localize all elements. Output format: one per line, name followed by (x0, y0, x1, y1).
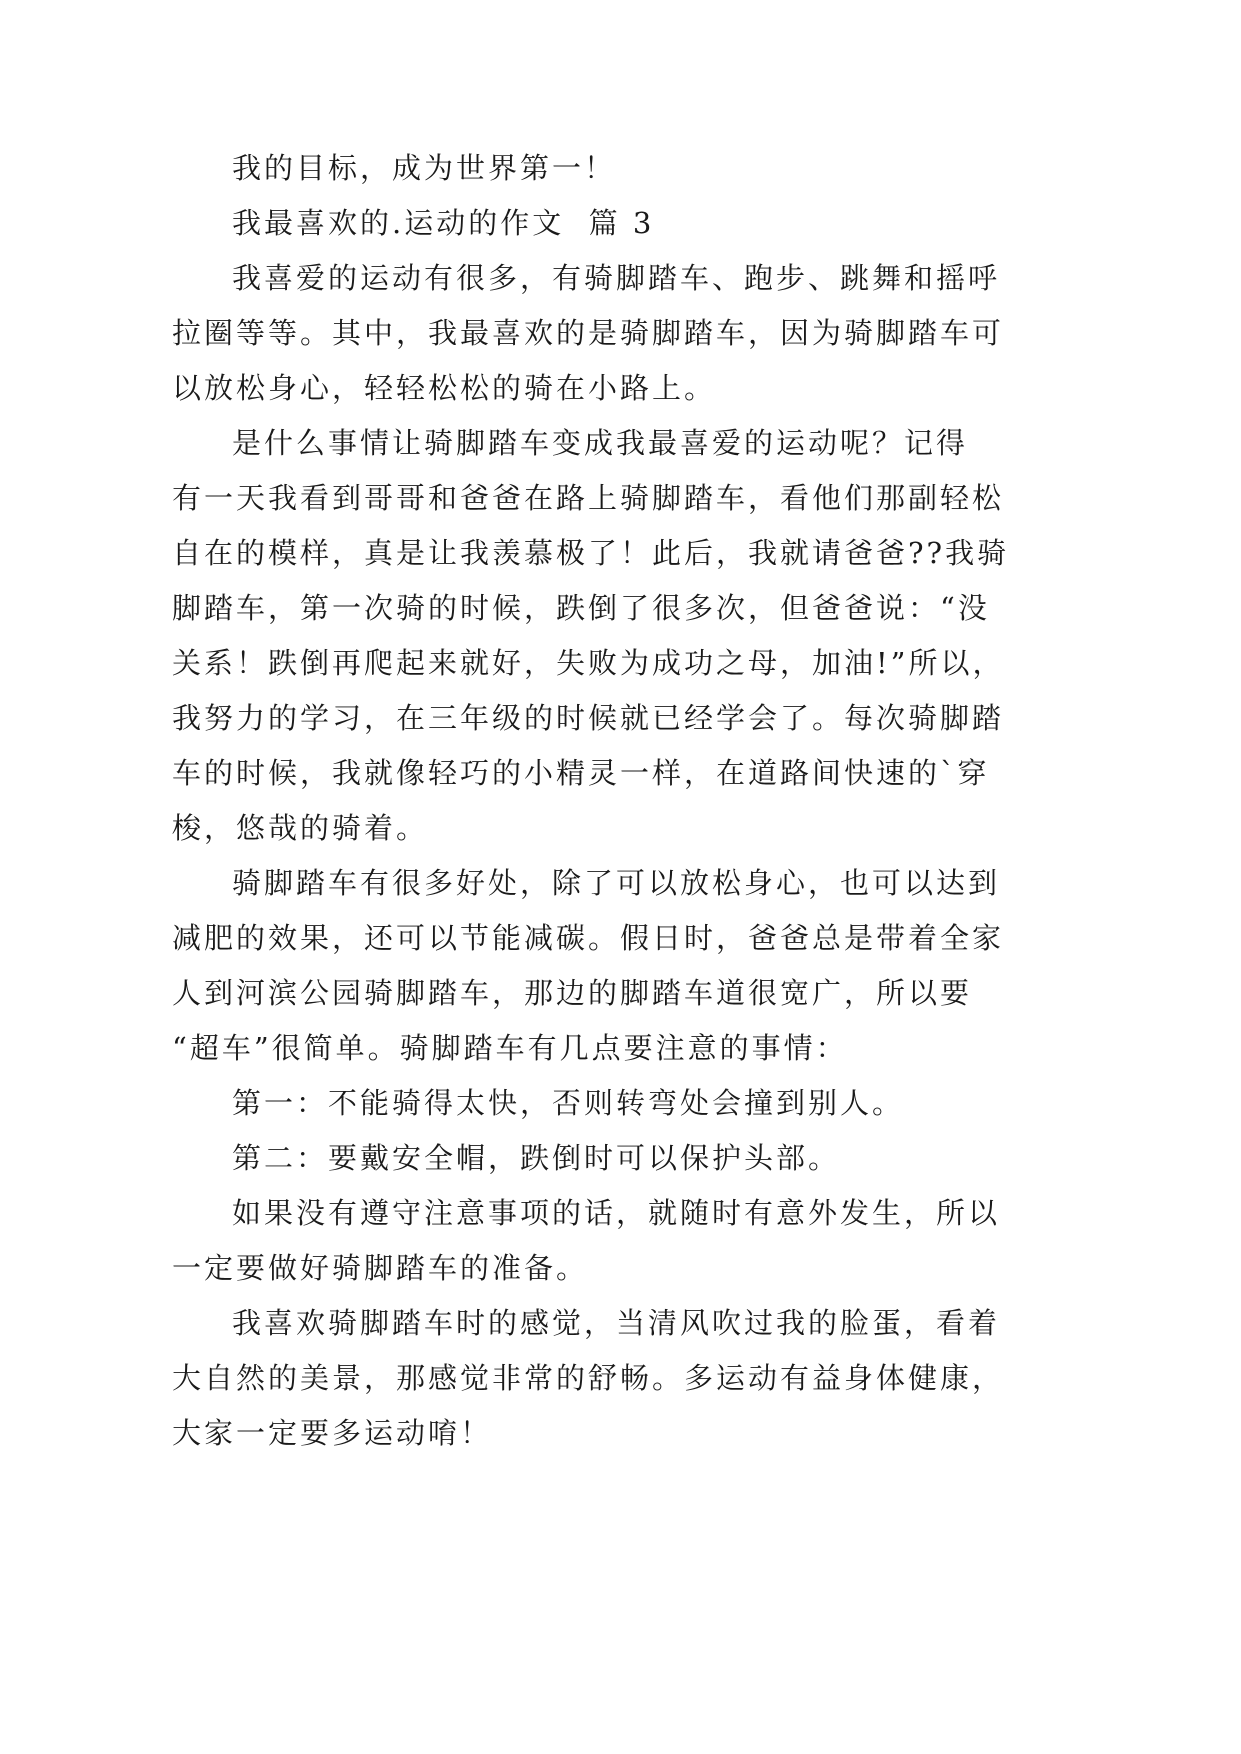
text-line: 自在的模样，真是让我羡慕极了！此后，我就请爸爸??我骑 (172, 536, 1010, 570)
text-line: 如果没有遵守注意事项的话，就随时有意外发生，所以 (232, 1196, 1001, 1230)
text-line: 脚踏车，第一次骑的时候，跌倒了很多次，但爸爸说：“没 (172, 591, 990, 625)
text-line: 有一天我看到哥哥和爸爸在路上骑脚踏车，看他们那副轻松 (172, 481, 1005, 515)
text-line: 梭，悠哉的骑着。 (172, 811, 429, 845)
text-line: 是什么事情让骑脚踏车变成我最喜爱的运动呢？记得 (232, 426, 969, 460)
text-line: 我的目标，成为世界第一！ (232, 151, 617, 185)
text-line: 车的时候，我就像轻巧的小精灵一样，在道路间快速的`穿 (172, 756, 990, 790)
text-line: 我努力的学习，在三年级的时候就已经学会了。每次骑脚踏 (172, 701, 1005, 735)
section-heading: 我最喜欢的.运动的作文 篇 3 (232, 206, 655, 240)
text-line: 我喜欢骑脚踏车时的感觉，当清风吹过我的脸蛋，看着 (232, 1306, 1001, 1340)
text-line: 人到河滨公园骑脚踏车，那边的脚踏车道很宽广，所以要 (172, 976, 973, 1010)
text-line: 骑脚踏车有很多好处，除了可以放松身心，也可以达到 (232, 866, 1001, 900)
text-line: 减肥的效果，还可以节能减碳。假日时，爸爸总是带着全家 (172, 921, 1005, 955)
text-line: 我喜爱的运动有很多，有骑脚踏车、跑步、跳舞和摇呼 (232, 261, 1001, 295)
text-line: 大家一定要多运动唷！ (172, 1416, 493, 1450)
text-line: 以放松身心，轻轻松松的骑在小路上。 (172, 371, 717, 405)
text-line: 关系！跌倒再爬起来就好，失败为成功之母，加油!”所以， (172, 646, 1005, 680)
text-line: 大自然的美景，那感觉非常的舒畅。多运动有益身体健康， (172, 1361, 1005, 1395)
text-line: “超车”很简单。骑脚踏车有几点要注意的事情： (172, 1031, 848, 1065)
text-line: 拉圈等等。其中，我最喜欢的是骑脚踏车，因为骑脚踏车可 (172, 316, 1005, 350)
text-line: 第一：不能骑得太快，否则转弯处会撞到别人。 (232, 1086, 905, 1120)
text-line: 第二：要戴安全帽，跌倒时可以保护头部。 (232, 1141, 841, 1175)
text-line: 一定要做好骑脚踏车的准备。 (172, 1251, 589, 1285)
